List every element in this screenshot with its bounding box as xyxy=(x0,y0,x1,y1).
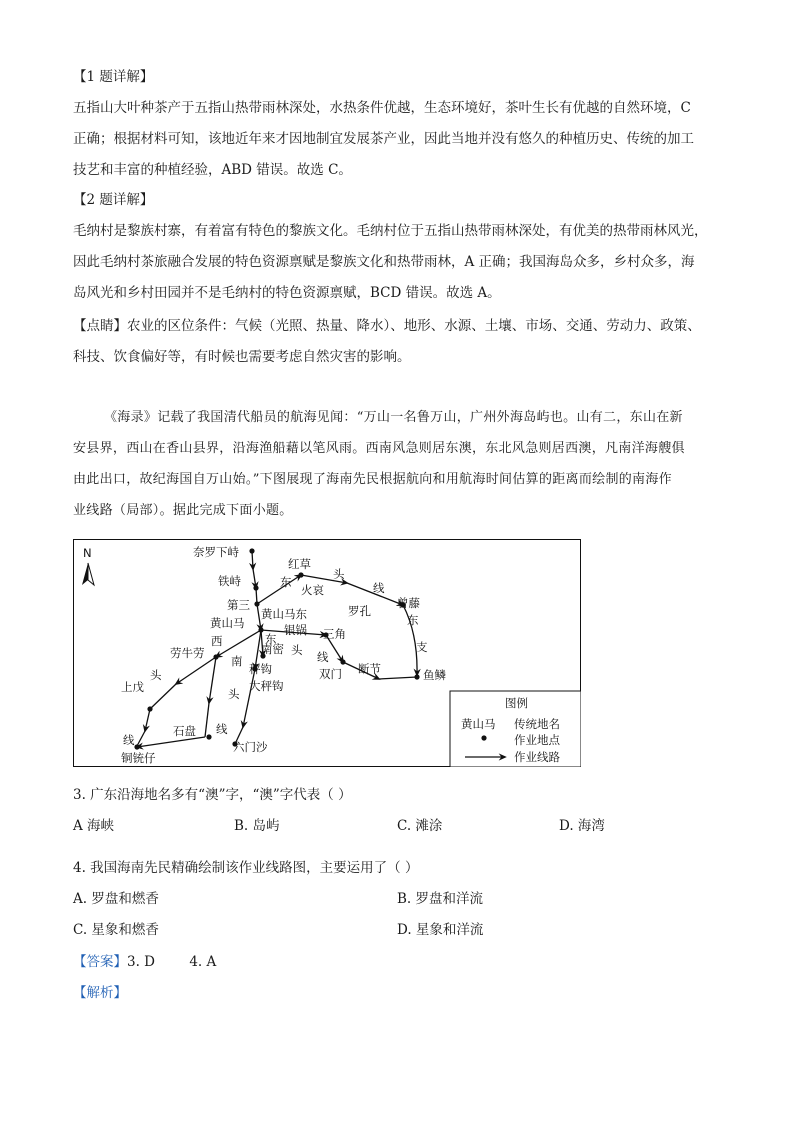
dianjing-line-1: 【点睛】农业的区位条件：气候（光照、热量、降水）、地形、水源、土壤、市场、交通、劳动力、政策、 xyxy=(73,318,701,334)
q3-option-c[interactable]: C. 滩涂 xyxy=(397,818,443,834)
analysis-label: 【解析】 xyxy=(73,985,127,1001)
legend-title: 图例 xyxy=(505,696,528,710)
route-label: 头 xyxy=(291,643,303,657)
q3-option-a[interactable]: A 海峡 xyxy=(73,818,115,834)
label-sijie: 断节 xyxy=(358,662,381,676)
legend-point-icon xyxy=(481,735,486,740)
label-shuangmen: 双门 xyxy=(319,667,342,681)
point-tongtuozai xyxy=(134,744,139,749)
label-huangshanma: 黄山马 xyxy=(210,616,245,630)
q4-stem: 4. 我国海南先民精确绘制该作业线路图，主要运用了（ ） xyxy=(73,860,419,876)
q1-line-1: 五指山大叶种茶产于五指山热带雨林深处，水热条件优越，生态环境好，茶叶生长有优越的自然环境，C xyxy=(73,100,691,116)
label-yinju: 银锅 xyxy=(284,623,307,637)
label-tieshi: 铁峙 xyxy=(218,574,241,588)
passage-line-3: 由此出口，故纪海国自万山始。”下图展现了海南先民根据航向和用航海时间估算的距离而绘制的南海作 xyxy=(73,472,672,487)
q2-line-1: 毛纳村是黎族村寨，有着富有特色的黎族文化。毛纳村位于五指山热带雨林深处，有优美的热带雨林风光， xyxy=(73,223,708,239)
label-sanjiao: 三角 xyxy=(323,627,346,641)
point-shuangmen xyxy=(340,659,345,664)
point-hongcao xyxy=(298,572,303,577)
legend xyxy=(450,691,581,767)
route-label: 东 xyxy=(407,613,419,627)
label-huojing: 火哀 xyxy=(301,583,324,597)
route-label: 线 xyxy=(317,650,329,664)
label-dapinggou: 大秤钩 xyxy=(249,679,284,693)
passage-line-1: 《海录》记载了我国清代船员的航海见闻：“万山一名鲁万山，广州外海岛屿也。山有二，东山在新 xyxy=(104,410,683,425)
legend-route-label: 作业线路 xyxy=(514,750,560,764)
label-luokong: 罗孔 xyxy=(348,604,371,618)
point-yulin xyxy=(414,674,419,679)
route-label: 西 xyxy=(211,634,223,648)
label-laoyilao: 劳牛劳 xyxy=(170,646,205,660)
q1-line-2: 正确；根据材料可知，该地近年来才因地制宜发展茶产业，因此当地并没有悠久的种植历史、传统的加工 xyxy=(73,131,694,147)
q2-line-3: 岛风光和乡村田园并不是毛纳村的特色资源禀赋，BCD 错误。故选 A。 xyxy=(73,285,501,301)
legend-point-label: 作业地点 xyxy=(514,733,560,747)
label-nailuo: 奈罗下峙 xyxy=(193,545,239,559)
label-pinggou: 秤钩 xyxy=(249,662,272,676)
point-shipan xyxy=(206,734,211,739)
q1-line-3: 技艺和丰富的种植经验，ABD 错误。故选 C。 xyxy=(73,162,352,178)
route-label: 头 xyxy=(333,567,345,581)
legend-name-sample: 黄山马 xyxy=(461,717,496,731)
passage-line-2: 安县界，西山在香山县界，沿海渔船藉以笔风雨。西南风急则居东澳，东北风急则居西澳，凡南洋海艘俱 xyxy=(73,441,685,456)
route-label: 头 xyxy=(228,687,240,701)
route-label: 南 xyxy=(231,654,243,668)
q4-option-d[interactable]: D. 星象和洋流 xyxy=(397,922,484,938)
q4-option-a[interactable]: A. 罗盘和燃香 xyxy=(73,891,159,907)
label-yulin: 鱼鳞 xyxy=(423,668,446,682)
label-nanmi: 南密 xyxy=(261,642,284,656)
dianjing-line-2: 科技、饮食偏好等，有时候也需要考虑自然灾害的影响。 xyxy=(73,349,411,365)
route-label: 东 xyxy=(280,575,292,589)
legend-name-label: 传统地名 xyxy=(514,717,560,731)
route-label: 线 xyxy=(123,733,135,747)
label-dangteng: 曾藤 xyxy=(397,596,420,610)
q3-stem: 3. 广东沿海地名多有“澳”字，“澳”字代表（ ） xyxy=(73,787,352,803)
q4-option-b[interactable]: B. 罗盘和洋流 xyxy=(397,891,484,907)
point-tieshi xyxy=(253,585,258,590)
label-tongtuozai: 铜铳仔 xyxy=(121,751,156,765)
route-map xyxy=(73,539,581,767)
point-huangshanma xyxy=(258,627,263,632)
q2-header: 【2 题详解】 xyxy=(73,192,154,208)
point-laoyilao xyxy=(213,654,218,659)
route-label: 线 xyxy=(216,722,228,736)
q4-option-c[interactable]: C. 星象和燃香 xyxy=(73,922,159,938)
answer-row xyxy=(73,953,216,971)
q3-option-d[interactable]: D. 海湾 xyxy=(559,818,605,834)
point-nailuo xyxy=(249,548,254,553)
label-shangwu: 上戊 xyxy=(121,680,144,694)
label-hongcao: 红草 xyxy=(288,557,311,571)
label-shipan: 石盘 xyxy=(173,724,196,738)
route-label: 线 xyxy=(373,581,385,595)
q2-line-2: 因此毛纳村茶旅融合发展的特色资源禀赋是黎族文化和热带雨林，A 正确；我国海岛众多，乡村众多，海 xyxy=(73,254,695,270)
point-shangwu xyxy=(147,706,152,711)
north-label: N xyxy=(83,546,92,560)
point-diyi xyxy=(254,601,259,606)
answer-label: 【答案】 xyxy=(73,954,127,970)
label-huangshanma-dong: 黄山马东 xyxy=(261,607,307,621)
passage-line-4: 业线路（局部）。据此完成下面小题。 xyxy=(73,503,293,518)
label-liumensha: 六门沙 xyxy=(233,740,268,754)
q3-option-b[interactable]: B. 岛屿 xyxy=(234,818,280,834)
label-diyi: 第三 xyxy=(227,598,250,612)
route-label: 头 xyxy=(150,668,162,682)
answer-text: 3. D 4. A xyxy=(127,954,217,970)
route-label: 东 xyxy=(265,632,277,646)
q1-header: 【1 题详解】 xyxy=(73,69,154,85)
route-label: 支 xyxy=(416,640,428,654)
